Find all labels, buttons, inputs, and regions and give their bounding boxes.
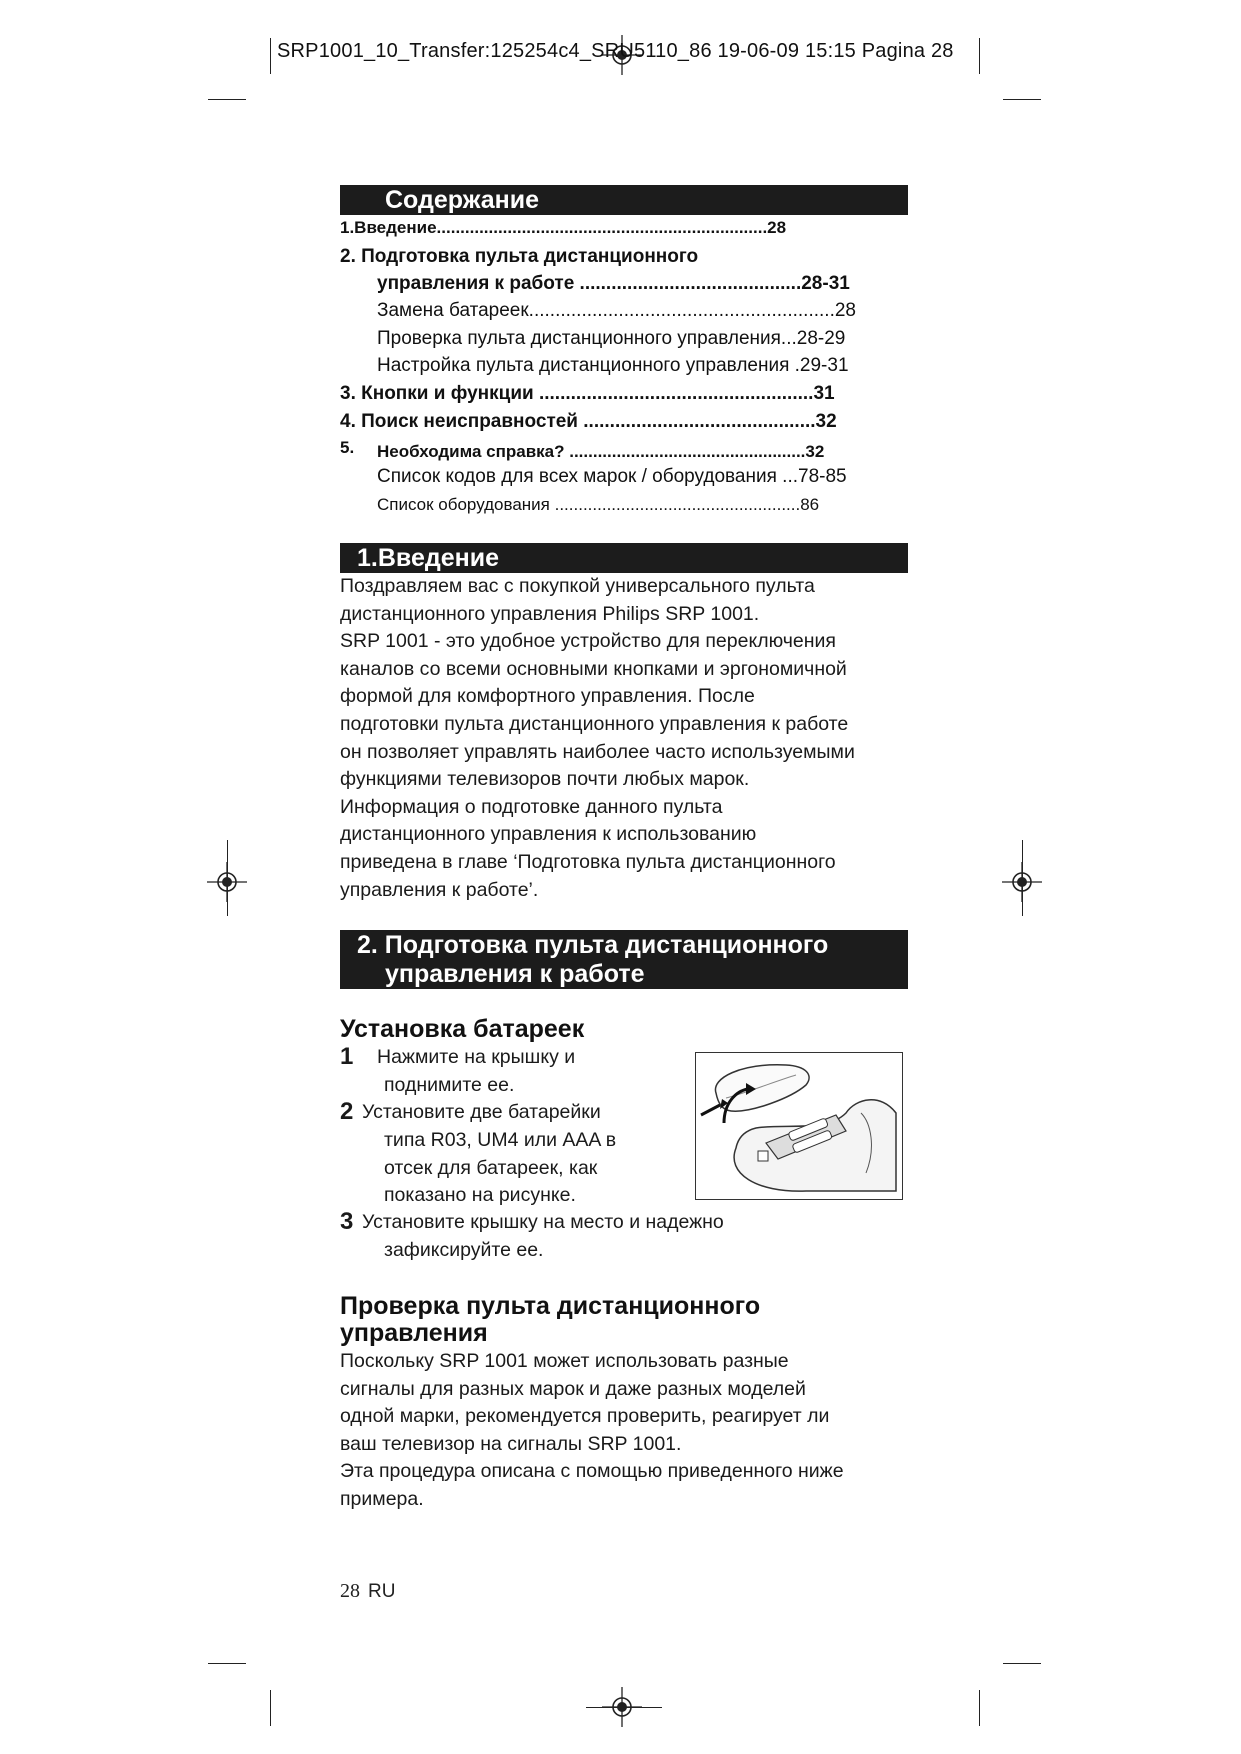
intro-title: 1.Введение [357, 544, 499, 572]
toc-row-troubleshooting: 4. Поиск неисправностей ............................................32 [340, 411, 837, 432]
step-3-number: 3 [340, 1208, 354, 1235]
print-header: SRP1001_10_Transfer:125254c4_SRU5110_86 19-06-09 15:15 Pagina 28 [277, 40, 954, 62]
crop-mark-top-left-vertical [270, 38, 271, 74]
toc-row-batteries: Замена батареек..........................................................28 [377, 300, 856, 321]
check-line: примера. [340, 1487, 424, 1510]
step-2 [340, 1098, 353, 1128]
step-2-line2: типа R03, UM4 или AAA в [384, 1129, 617, 1151]
crop-mark-bottom-left-vertical [270, 1690, 271, 1726]
step-3-line1: Установите крышку на место и надежно [362, 1211, 724, 1233]
step-1-number: 1 [340, 1043, 354, 1070]
registration-left-vertical-ext [227, 840, 228, 916]
check-line: Эта процедура описана с помощью приведенного ниже [340, 1460, 844, 1483]
intro-line: управления к работе’. [340, 878, 539, 901]
step-2-number: 2 [340, 1098, 354, 1125]
check-line: Поскольку SRP 1001 может использовать разные [340, 1350, 789, 1372]
toc-title-bar [340, 185, 908, 215]
intro-line: дистанционного управления Philips SRP 1001. [340, 602, 760, 625]
intro-line: приведена в главе ‘Подготовка пульта дистанционного [340, 850, 836, 873]
check-text [340, 1348, 908, 1514]
prep-title-bar [340, 930, 908, 989]
step-1-line1: Нажмите на крышку и [377, 1046, 576, 1068]
step-1-line2: поднимите ее. [384, 1074, 515, 1096]
crop-mark-top-right-horizontal [1003, 99, 1041, 100]
batteries-heading-wrap [340, 1016, 908, 1043]
intro-line: Информация о подготовке данного пульта [340, 795, 723, 818]
check-heading-line2: управления [340, 1319, 488, 1347]
intro-line: Поздравляем вас с покупкой универсального пульта [340, 575, 815, 597]
crop-mark-bottom-right-vertical [979, 1690, 980, 1726]
step-3-line2: зафиксируйте ее. [384, 1239, 544, 1261]
step-2-line3: отсек для батареек, как [384, 1157, 598, 1179]
intro-line: SRP 1001 - это удобное устройство для переключения [340, 630, 836, 653]
step-1 [340, 1043, 353, 1073]
intro-title-bar [340, 543, 908, 573]
toc-row-buttons: 3. Кнопки и функции ....................................................31 [340, 383, 835, 404]
toc-row-equipment-list: Список оборудования ....................................................86 [377, 495, 820, 514]
step-2-line4: показано на рисунке. [384, 1184, 576, 1206]
toc-row-prep-cont: управления к работе ..........................................28-31 [377, 273, 850, 294]
check-line: сигналы для разных марок и даже разных моделей [340, 1377, 806, 1400]
step-2-line1: Установите две батарейки [362, 1101, 601, 1123]
intro-line: каналов со всеми основными кнопками и эргономичной [340, 657, 847, 680]
step-3 [340, 1208, 353, 1238]
batteries-heading: Установка батареек [340, 1015, 585, 1043]
intro-line: подготовки пульта дистанционного управления к работе [340, 712, 849, 735]
check-line: одной марки, рекомендуется проверить, реагирует ли [340, 1405, 830, 1428]
toc-row-check: Проверка пульта дистанционного управления...28-29 [377, 328, 846, 349]
language-code: RU [368, 1581, 396, 1602]
toc-row-help-number: 5. [340, 438, 355, 457]
toc-row-code-list: Список кодов для всех марок / оборудования ...78-85 [377, 466, 847, 487]
crop-mark-top-left-horizontal [208, 99, 246, 100]
check-line: ваш телевизор на сигналы SRP 1001. [340, 1432, 682, 1455]
crop-mark-bottom-left-horizontal [208, 1663, 246, 1664]
toc-row-help: Необходима справка? ..................................................32 [377, 442, 825, 461]
intro-line: формой для комфортного управления. После [340, 685, 755, 708]
crop-mark-top-right-vertical [979, 38, 980, 74]
toc-title: Содержание [385, 186, 540, 214]
intro-line: он позволяет управлять наиболее часто используемыми [340, 740, 855, 763]
toc-row-prep: 2. Подготовка пульта дистанционного [340, 246, 699, 267]
page-footer [340, 1580, 395, 1603]
page-number: 28 [340, 1580, 360, 1602]
registration-right-vertical-ext [1022, 840, 1023, 916]
intro-line: функциями телевизоров почти любых марок. [340, 768, 750, 791]
crop-mark-bottom-right-horizontal [1003, 1663, 1041, 1664]
registration-bottom-horizontal-ext [586, 1707, 662, 1708]
remote-battery-icon [696, 1053, 901, 1198]
intro-line: дистанционного управления к использованию [340, 823, 757, 846]
toc-row-intro: 1.Введение......................................................................28 [340, 218, 787, 237]
prep-title-line1: 2. Подготовка пульта дистанционного [357, 931, 829, 959]
check-heading-wrap [340, 1293, 908, 1347]
check-heading-line1: Проверка пульта дистанционного [340, 1292, 761, 1320]
prep-title-line2: управления к работе [385, 960, 645, 988]
battery-illustration [695, 1052, 903, 1200]
toc-row-setup: Настройка пульта дистанционного управления .29-31 [377, 355, 849, 376]
intro-text [340, 573, 908, 904]
